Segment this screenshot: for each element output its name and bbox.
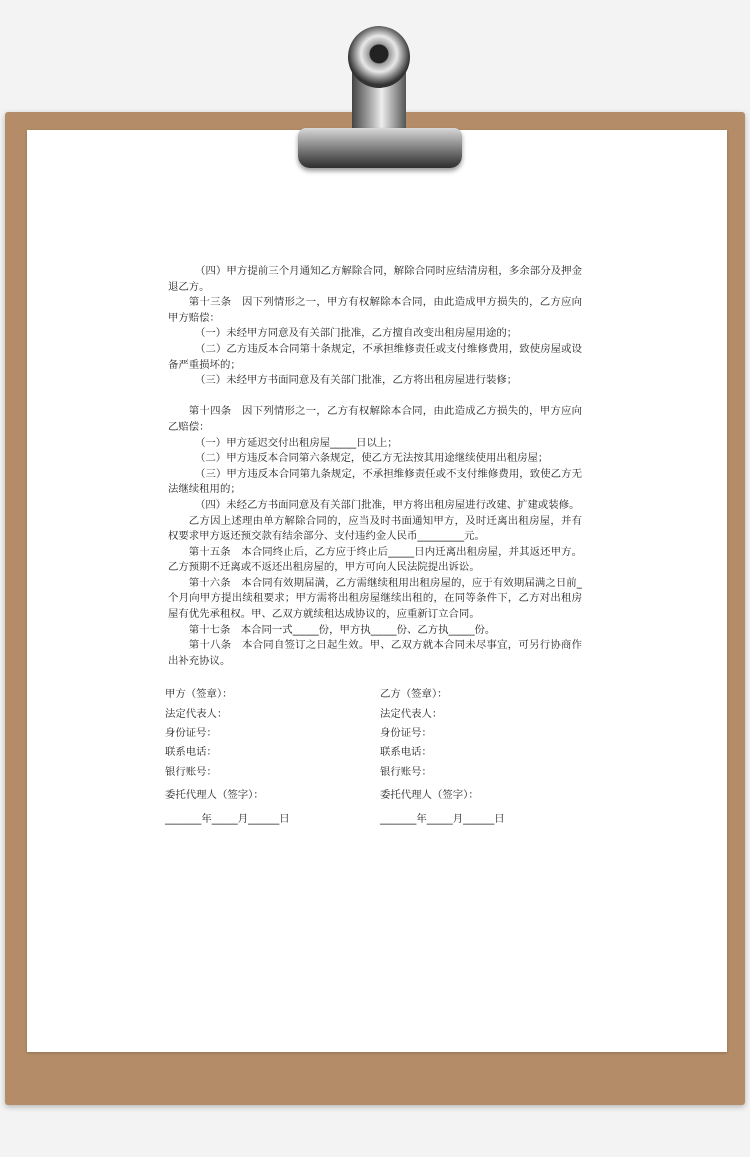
contract-paragraph: （三）未经甲方书面同意及有关部门批准，乙方将出租房屋进行装修；	[195, 374, 518, 387]
contract-paragraph: 第十七条 本合同一式_____份，甲方执_____份、乙方执_____份。	[188, 623, 496, 636]
contract-paragraph: 第十五条 本合同终止后，乙方应于终止后_____日内迁离出租房屋，并其返还甲方。乙方预期不迁离或不返还出租房屋的，甲方可向人民法院提出诉讼。	[168, 545, 582, 574]
signature-right-field: 委托代理人（签字）：	[380, 789, 479, 801]
signature-right-field: 身份证号：	[380, 727, 432, 739]
paragraph-gap	[168, 389, 582, 405]
contract-paragraph: 第十四条 因下列情形之一，乙方有权解除本合同，由此造成乙方损失的，甲方应向乙赔偿：	[168, 405, 582, 433]
signature-left-field: 身份证号：	[165, 727, 217, 739]
contract-paragraph: 乙方因上述理由单方解除合同的，应当及时书面通知甲方，及时迁离出租房屋，并有权要求甲方返还预交款有结余部分、支付违约金人民币_________元。	[168, 514, 582, 543]
contract-paragraph: 第十八条 本合同自签订之日起生效。甲、乙双方就本合同未尽事宜，可另行协商作出补充协议。	[168, 639, 582, 667]
signature-right-field: 联系电话：	[380, 746, 432, 758]
contract-paragraph: （二）乙方违反本合同第十条规定，不承担维修责任或支付维修费用，致使房屋或设备严重损坏的；	[168, 342, 582, 371]
contract-paragraph: 第十三条 因下列情形之一，甲方有权解除本合同，由此造成甲方损失的，乙方应向甲方赔偿：	[168, 296, 582, 324]
contract-body	[168, 264, 582, 669]
clip-ring-icon	[348, 26, 410, 88]
signature-right-field: _______年_____月______日	[380, 813, 505, 825]
signature-left-field: 银行账号：	[165, 766, 217, 778]
contract-paragraph: （二）甲方违反本合同第六条规定，使乙方无法按其用途继续使用出租房屋；	[195, 452, 549, 465]
signature-right-field: 法定代表人：	[380, 708, 443, 720]
signature-left-field: 甲方（签章）：	[165, 688, 233, 700]
signature-left-field: 委托代理人（签字）：	[165, 789, 264, 801]
contract-paragraph: （四）甲方提前三个月通知乙方解除合同，解除合同时应结清房租，多余部分及押金退乙方。	[168, 265, 582, 293]
contract-paragraph: （四）未经乙方书面同意及有关部门批准，甲方将出租房屋进行改建、扩建或装修。	[195, 498, 580, 511]
contract-paragraph: （一）甲方延迟交付出租房屋_____日以上；	[195, 436, 398, 449]
clip-base	[298, 128, 462, 168]
signature-left-field: 联系电话：	[165, 746, 217, 758]
signature-right-field: 乙方（签章）：	[380, 688, 448, 700]
contract-paragraph: （一）未经甲方同意及有关部门批准，乙方擅自改变出租房屋用途的；	[195, 327, 518, 340]
contract-paragraph: （三）甲方违反本合同第九条规定，不承担维修责任或不支付维修费用，致使乙方无法继续租用的；	[168, 467, 582, 496]
signature-left-field: _______年_____月______日	[165, 813, 290, 825]
signature-right-field: 银行账号：	[380, 766, 432, 778]
contract-paragraph: 第十六条 本合同有效期届满，乙方需继续租用出租房屋的，应于有效期届满之日前_个月向甲方提出续租要求；甲方需将出租房屋继续出租的，在同等条件下，乙方对出租房屋有优先承租权。甲、乙双方就续租达成协议的，应重新订立合同。	[168, 576, 582, 621]
signature-left-field: 法定代表人：	[165, 708, 228, 720]
